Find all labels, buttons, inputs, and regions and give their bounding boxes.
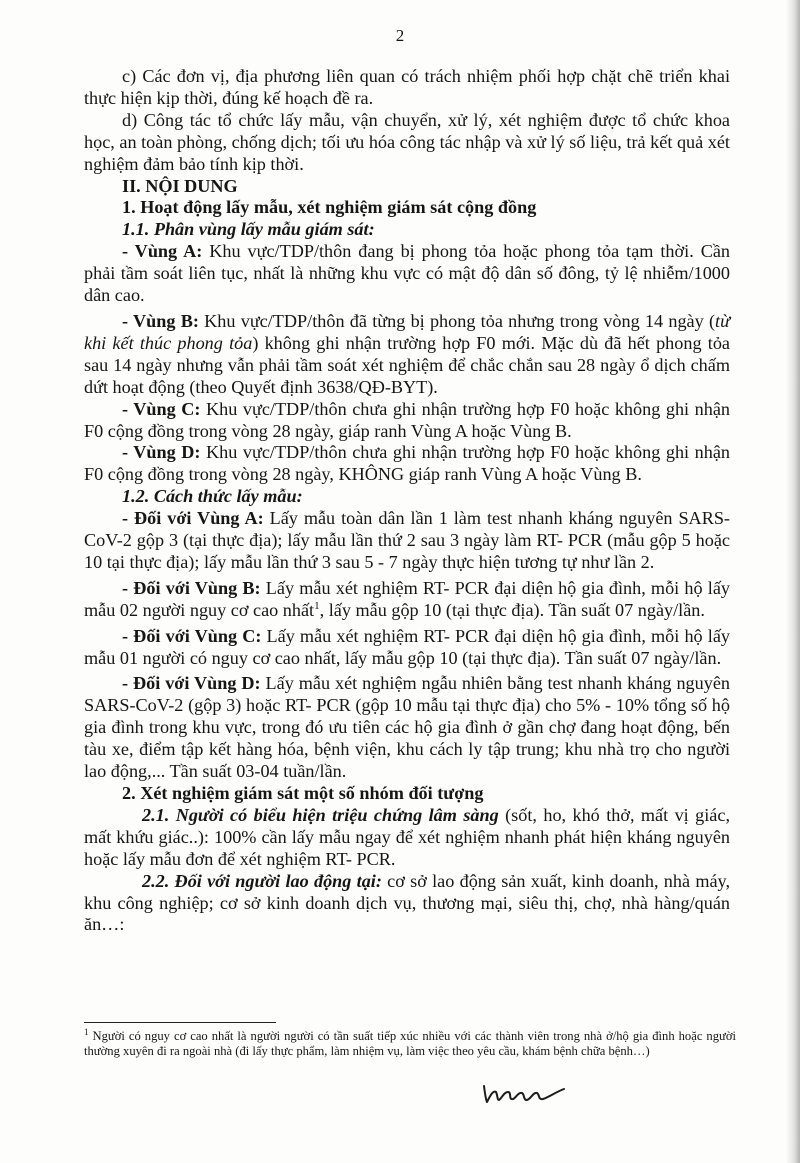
item-2-1-text: (sốt, ho, khó thở, mất vị giác, mất khứu giác..): 100% cần lấy mẫu ngay để xét nghiệm nhanh phát hiện kháng nguyên hoặc lấy mẫu đơn để xét nghiệm RT- PCR.: [84, 804, 730, 869]
page-number: 2: [395, 26, 405, 45]
document-body: [84, 66, 730, 936]
heading-1-2-sampling-method: 1.2. Cách thức lấy mẫu:: [122, 486, 303, 507]
method-a-paragraph: [84, 508, 730, 574]
method-a-label: - Đối với Vùng A:: [122, 508, 264, 529]
method-b-paragraph: [84, 578, 730, 622]
footnote: [84, 1026, 736, 1059]
heading-1-sampling-testing: 1. Hoạt động lấy mẫu, xét nghiệm giám sát cộng đồng: [122, 197, 537, 218]
item-2-1-label: 2.1. Người có biểu hiện triệu chứng lâm sàng: [142, 804, 499, 825]
zone-b-paragraph: [84, 311, 730, 399]
section-heading-content: II. NỘI DUNG: [122, 175, 238, 196]
footnote-marker: 1: [84, 1026, 89, 1037]
footnote-text: Người có nguy cơ cao nhất là người người có tần suất tiếp xúc nhiều với các thành viên trong nhà ở/hộ gia đình hoặc người thường xuyên đi ra ngoài nhà (đi lấy thực phẩm, làm nhiệm vụ, làm việc theo yêu cầu, khám bệnh chữa bệnh…): [84, 1029, 736, 1058]
item-2-2-label: 2.2. Đối với người lao động tại:: [142, 870, 382, 891]
zone-b-text-2: ) không ghi nhận trường hợp F0 mới. Mặc dù đã hết phong tỏa sau 14 ngày nhưng vẫn phải tầm soát xét nghiệm để chắc chắn sau 28 ngày ổ dịch chấm dứt hoạt động (theo Quyết định 3638/QĐ-BYT).: [84, 332, 730, 397]
method-d-label: - Đối với Vùng D:: [122, 673, 261, 694]
method-c-text: Lấy mẫu xét nghiệm RT- PCR đại diện hộ gia đình, mỗi hộ lấy mẫu 01 người có nguy cơ cao nhất, lấy mẫu gộp 10 (tại thực địa). Tần suất 07 ngày/lần.: [84, 625, 730, 668]
zone-d-text: Khu vực/TDP/thôn chưa ghi nhận trường hợp F0 hoặc không ghi nhận F0 cộng đồng trong vòng 28 ngày, KHÔNG giáp ranh Vùng A hoặc Vùng B.: [84, 442, 730, 485]
zone-c-text: Khu vực/TDP/thôn chưa ghi nhận trường hợp F0 hoặc không ghi nhận F0 cộng đồng trong vòng 28 ngày, giáp ranh Vùng A hoặc Vùng B.: [84, 398, 730, 441]
item-2-1-paragraph: [84, 805, 730, 871]
method-b-label: - Đối với Vùng B:: [122, 577, 261, 598]
zone-d-paragraph: [84, 442, 730, 486]
handwritten-initials: [482, 1076, 566, 1110]
zone-b-label: - Vùng B:: [122, 310, 199, 331]
scan-shadow-edge: [786, 0, 800, 1163]
zone-d-label: - Vùng D:: [122, 442, 201, 463]
method-c-label: - Đối với Vùng C:: [122, 625, 262, 646]
zone-a-paragraph: [84, 241, 730, 307]
method-c-paragraph: [84, 626, 730, 670]
method-a-text: Lấy mẫu toàn dân lần 1 làm test nhanh kháng nguyên SARS-CoV-2 gộp 3 (tại thực địa); lấy mẫu lần thứ 2 sau 3 ngày làm RT- PCR (mẫu gộp 5 hoặc 10 tại thực địa); lấy mẫu lần thứ 3 sau 5 - 7 ngày thực hiện tương tự như lần 2.: [84, 508, 730, 572]
method-d-text: Lấy mẫu xét nghiệm ngẫu nhiên bằng test nhanh kháng nguyên SARS-CoV-2 (gộp 3) hoặc RT- PCR (gộp 10 mẫu tại thực địa) cho 5% - 10% tổng số hộ gia đình trong khu vực, trong đó ưu tiên các hộ gia đình ở gần chợ đang hoạt động, bến tàu xe, điểm tập kết hàng hóa, bệnh viện, khu cách ly tập trung; khu nhà trọ cho người lao động,... Tần suất 03-04 tuần/lần.: [84, 673, 730, 782]
footnote-ref-1: 1: [314, 599, 320, 612]
zone-a-label: - Vùng A:: [122, 241, 203, 262]
paragraph-d: d) Công tác tổ chức lấy mẫu, vận chuyển, xử lý, xét nghiệm được tổ chức khoa học, an toàn phòng, chống dịch; tối ưu hóa công tác nhập và xử lý số liệu, trả kết quả xét nghiệm đảm bảo tính kịp thời.: [84, 109, 730, 174]
paragraph-c: c) Các đơn vị, địa phương liên quan có trách nhiệm phối hợp chặt chẽ triển khai thực hiện kịp thời, đúng kế hoạch đề ra.: [84, 66, 730, 108]
heading-2-group-testing: 2. Xét nghiệm giám sát một số nhóm đối tượng: [122, 783, 484, 803]
method-b-text-1: Lấy mẫu xét nghiệm RT- PCR đại diện hộ gia đình, mỗi hộ lấy mẫu 02 người nguy cơ cao nhất: [84, 577, 731, 620]
footnote-separator: [84, 1022, 276, 1023]
zone-c-paragraph: [84, 399, 730, 443]
zone-b-italic: từ khi kết thúc phong tỏa: [84, 310, 731, 353]
heading-1-1-zoning: 1.1. Phân vùng lấy mẫu giám sát:: [122, 219, 375, 240]
method-b-text-2: , lấy mẫu gộp 10 (tại thực địa). Tần suất 07 ngày/lần.: [319, 599, 705, 620]
zone-c-label: - Vùng C:: [122, 398, 201, 419]
method-d-paragraph: [84, 673, 730, 783]
item-2-2-paragraph: [84, 871, 730, 937]
zone-a-text: Khu vực/TDP/thôn đang bị phong tỏa hoặc phong tỏa tạm thời. Cần phải tầm soát liên tục, nhất là những khu vực có mật độ dân số đông, tỷ lệ nhiễm/1000 dân cao.: [84, 241, 730, 306]
item-2-2-text: cơ sở lao động sản xuất, kinh doanh, nhà máy, khu công nghiệp; cơ sở kinh doanh dịch vụ, thương mại, siêu thị, chợ, nhà hàng/quán ăn…:: [84, 870, 730, 935]
zone-b-text-1: Khu vực/TDP/thôn đã từng bị phong tỏa nhưng trong vòng 14 ngày (: [198, 310, 716, 331]
